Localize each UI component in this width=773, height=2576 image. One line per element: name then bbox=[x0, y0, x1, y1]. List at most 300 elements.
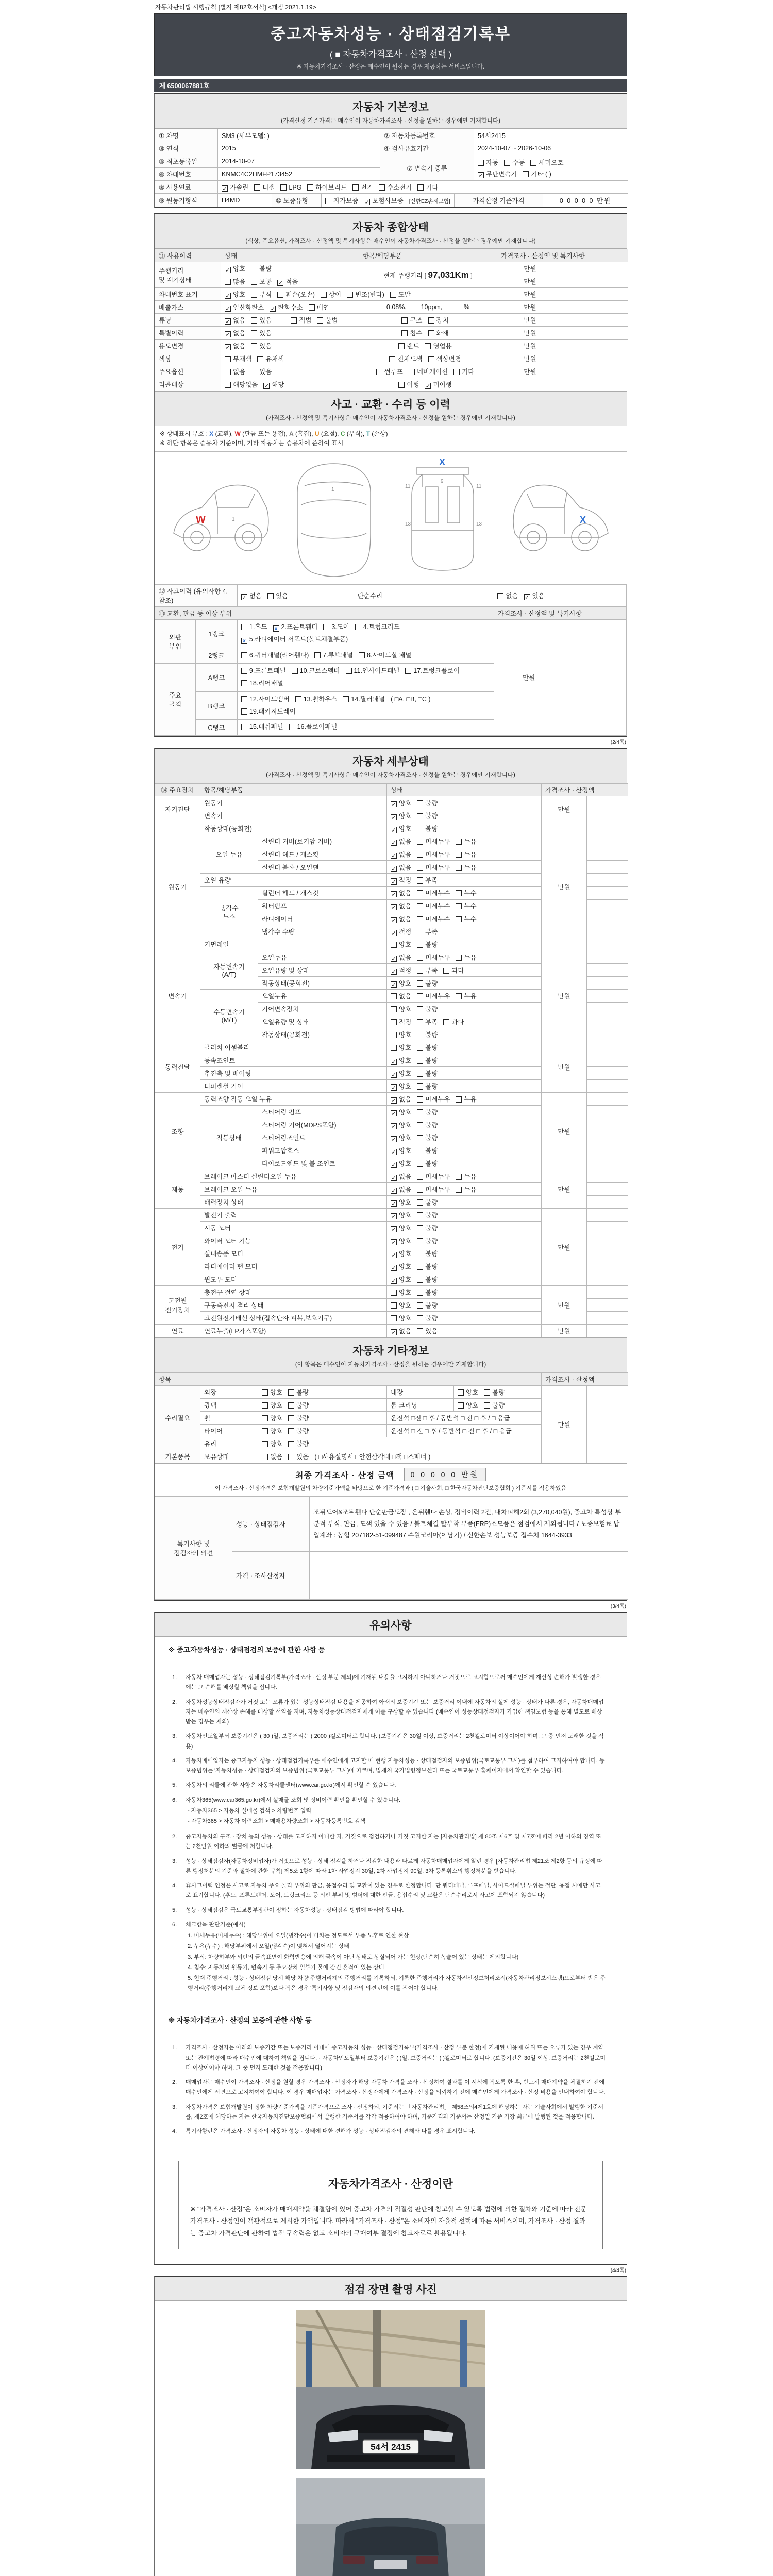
opinion-text-appraiser bbox=[310, 1552, 628, 1600]
notice-sub-item: 1. 미세누유(미세누수) : 해당부위에 오일(냉각수)이 비치는 정도로서 부품 노후로 인한 현상 bbox=[188, 1933, 409, 1939]
option-label: 불량 bbox=[425, 1199, 438, 1206]
detail-item-label: 오일 유량 bbox=[200, 874, 387, 887]
etc-item-label: 휠 bbox=[200, 1412, 258, 1425]
notice-item-number: 3. bbox=[172, 2104, 177, 2110]
check-option bbox=[262, 1400, 282, 1410]
option-label: 양호 bbox=[399, 1250, 412, 1258]
checkbox-unchecked-icon bbox=[262, 1441, 268, 1447]
checkbox-unchecked-icon bbox=[453, 369, 460, 375]
document-title: 중고자동차성능 · 상태점검기록부 bbox=[270, 26, 511, 43]
final-price-row bbox=[155, 1463, 627, 1482]
price-head: 가격조사 · 산정액 및 특기사항 bbox=[494, 607, 626, 620]
option-label: 있음 bbox=[425, 1328, 438, 1335]
checkbox-checked-icon: ✓ bbox=[478, 172, 483, 179]
option-label: 유채색 bbox=[265, 355, 284, 363]
item-cell: 0.08%, 10ppm, % bbox=[359, 301, 497, 314]
remark-cell bbox=[587, 1080, 628, 1093]
option-label: 양호 bbox=[399, 1225, 412, 1232]
option-label: 불량 bbox=[425, 1160, 438, 1167]
option-label: 훼손(오손) bbox=[285, 291, 315, 298]
check-option bbox=[391, 811, 411, 820]
check-option bbox=[417, 1056, 438, 1065]
check-option bbox=[277, 277, 298, 286]
option-label: 변조(변타) bbox=[355, 291, 384, 298]
field-label-transmission: ⑦ 변속기 종류 bbox=[380, 155, 474, 181]
checkbox-checked-icon: ✓ bbox=[391, 1085, 396, 1091]
detail-head-price: 가격조사 · 산정액 bbox=[542, 784, 628, 796]
check-option bbox=[405, 665, 460, 677]
checkbox-checked-icon: ✓ bbox=[391, 1059, 396, 1065]
option-label: 불량 bbox=[425, 1147, 438, 1155]
notice-item bbox=[172, 1673, 606, 1693]
detail-item-label: 실린더 블록 / 오일팬 bbox=[258, 861, 387, 874]
option-label: 양호 bbox=[399, 1044, 412, 1052]
option-label: 있음 bbox=[259, 368, 272, 376]
check-option bbox=[456, 914, 476, 923]
checkbox-unchecked-icon bbox=[391, 1315, 397, 1321]
checkbox-unchecked-icon bbox=[478, 160, 484, 166]
check-option bbox=[346, 665, 400, 677]
check-option bbox=[417, 824, 438, 833]
check-option bbox=[241, 677, 283, 690]
field-label: ⑥ 차대번호 bbox=[155, 168, 218, 181]
check-option bbox=[262, 1413, 282, 1422]
check-option bbox=[391, 991, 411, 1001]
check-option bbox=[417, 1326, 438, 1335]
checkbox-unchecked-icon bbox=[359, 652, 365, 658]
notice-item bbox=[172, 2078, 606, 2098]
mark-w-plate-weld: W bbox=[195, 514, 206, 526]
option-label: 8.사이드실 패널 bbox=[367, 651, 412, 659]
checkbox-unchecked-icon bbox=[497, 593, 503, 599]
state-options bbox=[221, 352, 359, 365]
state-options bbox=[387, 964, 542, 977]
check-option bbox=[309, 302, 329, 312]
option-label: 렌트 bbox=[407, 343, 419, 350]
state-options bbox=[387, 796, 542, 809]
checkbox-unchecked-icon bbox=[251, 266, 257, 272]
detail-item-label: 냉각수 수량 bbox=[258, 925, 387, 938]
field-label-fuel: ⑧ 사용연료 bbox=[155, 181, 218, 194]
checkbox-checked-icon: ✓ bbox=[391, 879, 396, 885]
usage-history-label: 차대번호 표기 bbox=[155, 288, 221, 301]
check-option bbox=[391, 1030, 411, 1039]
item-cell bbox=[359, 378, 497, 391]
option-label: 적정 bbox=[399, 1019, 412, 1026]
remark-cell bbox=[587, 990, 628, 1003]
check-option bbox=[456, 901, 476, 910]
field-label: ① 차명 bbox=[155, 129, 218, 142]
checkbox-checked-icon: ✓ bbox=[225, 267, 230, 274]
checkbox-unchecked-icon bbox=[391, 1290, 397, 1296]
option-label: 양호 bbox=[399, 1006, 412, 1013]
document-page bbox=[154, 0, 627, 2576]
price-cell: 만원 bbox=[542, 1209, 587, 1286]
remark-cell bbox=[563, 365, 628, 378]
diagram-number-13R: 13 bbox=[476, 521, 482, 527]
remark-cell bbox=[587, 1157, 628, 1170]
option-label: 양호 bbox=[399, 1160, 412, 1167]
check-option bbox=[391, 1107, 411, 1116]
state-options bbox=[387, 1286, 542, 1299]
option-label: 4.트렁크리드 bbox=[363, 623, 400, 631]
remark-cell bbox=[587, 1273, 628, 1286]
check-option bbox=[391, 1236, 411, 1245]
inspection-photo-front bbox=[296, 2310, 485, 2469]
check-option bbox=[251, 367, 272, 376]
checkbox-unchecked-icon bbox=[225, 382, 231, 388]
checkbox-unchecked-icon bbox=[458, 1402, 464, 1409]
check-option bbox=[456, 953, 476, 962]
item-cell bbox=[359, 365, 497, 378]
field-value-engine: H4MD bbox=[218, 194, 272, 207]
check-option bbox=[417, 1249, 438, 1258]
usage-history-label: 주행거리 및 계기상태 bbox=[155, 262, 221, 288]
state-options bbox=[387, 977, 542, 990]
checkbox-unchecked-icon bbox=[456, 852, 462, 858]
field-value-inspection-period: 2024-10-07 ~ 2026-10-06 bbox=[474, 142, 628, 155]
checkbox-unchecked-icon bbox=[241, 668, 247, 674]
checkbox-unchecked-icon bbox=[456, 955, 462, 961]
checkbox-unchecked-icon bbox=[288, 1389, 294, 1396]
etc-item-label: 보유상태 bbox=[200, 1450, 258, 1463]
option-label: 있음 bbox=[532, 592, 545, 600]
etc-item-options bbox=[454, 1386, 542, 1399]
detail-item-label: 오일누유 bbox=[258, 990, 387, 1003]
check-option bbox=[417, 1275, 438, 1284]
state-options bbox=[387, 1093, 542, 1106]
remark-cell bbox=[587, 964, 628, 977]
option-label: 없음 bbox=[399, 1173, 412, 1180]
state-options bbox=[221, 327, 359, 340]
state-options bbox=[387, 822, 542, 835]
notice-item-number: 1. bbox=[172, 2045, 177, 2052]
checkbox-unchecked-icon bbox=[267, 593, 274, 599]
detail-item-label: 스티어링 기어(MDPS포함) bbox=[258, 1118, 387, 1131]
option-label: 13.휠하우스 bbox=[303, 695, 338, 703]
sub-group-label: 자동변속기 (A/T) bbox=[200, 951, 258, 990]
checkbox-unchecked-icon bbox=[292, 668, 298, 674]
option-label: 불량 bbox=[296, 1389, 309, 1396]
option-label: 불량 bbox=[425, 980, 438, 987]
device-group-label: 변속기 bbox=[155, 951, 200, 1041]
option-label: 12.사이드멤버 bbox=[249, 695, 290, 703]
state-options bbox=[387, 1118, 542, 1131]
check-option bbox=[241, 706, 296, 718]
check-option bbox=[347, 290, 384, 299]
checkbox-checked-icon: ✓ bbox=[391, 982, 396, 988]
check-option bbox=[288, 1413, 309, 1422]
checkbox-unchecked-icon bbox=[443, 1019, 449, 1025]
option-label: 불량 bbox=[425, 1212, 438, 1219]
checkbox-unchecked-icon bbox=[398, 382, 405, 388]
rank-items bbox=[237, 620, 494, 648]
notice-item-text: 중고자동차의 구조 · 장치 등의 성능 · 상태를 고지하지 아니한 자, 거짓으로 점검하거나 거짓 고지한 자는 [자동차관리법] 제 80조 제6호 및 제7호에 따라 2년 이하의 징역 또는 2천만원 이하의 벌금에 처합니다. bbox=[186, 1834, 601, 1850]
detail-head-state: 상태 bbox=[387, 784, 542, 796]
accident-legend bbox=[155, 426, 627, 452]
checkbox-unchecked-icon bbox=[401, 330, 408, 336]
check-option bbox=[391, 1197, 411, 1207]
check-option bbox=[530, 158, 563, 167]
mark-x-front-fender: X bbox=[579, 515, 586, 525]
checkbox-unchecked-icon bbox=[417, 826, 423, 832]
remark-cell bbox=[563, 288, 628, 301]
checkbox-unchecked-icon bbox=[417, 865, 423, 871]
state-options bbox=[387, 1222, 542, 1234]
notice-item-number: 2. bbox=[172, 1834, 177, 1840]
option-label: 상이 bbox=[328, 291, 342, 298]
option-label: 탄화수소 bbox=[278, 304, 303, 311]
check-option bbox=[391, 1275, 411, 1284]
checkbox-unchecked-icon bbox=[262, 1415, 268, 1421]
car-diagram-frame bbox=[394, 456, 492, 580]
option-label: 적법 bbox=[299, 317, 312, 324]
final-price-value: 0 0 0 0 0 만원 bbox=[404, 1468, 486, 1481]
check-option bbox=[225, 328, 245, 337]
basic-info-sub: (가격산정 기준가격은 매수인이 자동차가격조사 · 산정을 원하는 경우에만 기재합니다) bbox=[281, 118, 500, 124]
checkbox-unchecked-icon bbox=[251, 317, 257, 324]
option-label: 16.플로어패널 bbox=[297, 723, 338, 731]
checkbox-unchecked-icon bbox=[225, 369, 231, 375]
field-label: ② 자동차등록번호 bbox=[380, 129, 474, 142]
state-options bbox=[221, 314, 359, 327]
photo-title: 점검 장면 촬영 사진 bbox=[344, 2283, 437, 2296]
check-option bbox=[321, 290, 341, 299]
option-label: 3.도어 bbox=[331, 623, 349, 631]
state-options bbox=[387, 1131, 542, 1144]
option-label: 양호 bbox=[270, 1402, 283, 1409]
rank-items bbox=[237, 664, 494, 692]
check-option bbox=[343, 693, 385, 706]
car-damage-diagrams bbox=[155, 452, 627, 584]
checkbox-unchecked-icon bbox=[391, 1045, 397, 1051]
field-label-engine: ⑨ 원동기형식 bbox=[155, 194, 218, 207]
check-option bbox=[289, 721, 338, 734]
overall-col-header: 상태 bbox=[221, 249, 359, 262]
check-option bbox=[443, 1017, 464, 1026]
option-label: 보통 bbox=[259, 278, 272, 285]
notice-item bbox=[172, 1781, 606, 1790]
option-label: 자가보증 bbox=[333, 197, 359, 205]
price-cell: 만원 bbox=[497, 262, 563, 275]
checkbox-checked-icon: ✓ bbox=[391, 853, 396, 859]
checkbox-checked-icon: ✓ bbox=[391, 1137, 396, 1143]
check-option bbox=[241, 634, 348, 646]
checkbox-unchecked-icon bbox=[314, 652, 321, 658]
check-option bbox=[291, 315, 311, 325]
option-label: 부족 bbox=[425, 1019, 438, 1026]
legend-mark-letter: T bbox=[366, 430, 370, 437]
option-label: 기타 bbox=[462, 368, 475, 376]
check-option bbox=[267, 591, 288, 600]
check-option bbox=[241, 721, 283, 734]
check-option bbox=[417, 811, 438, 820]
state-options bbox=[387, 1054, 542, 1067]
option-label: 미세누유 bbox=[425, 838, 450, 845]
etc-head-item: 항목 bbox=[155, 1373, 542, 1386]
field-value-warranty bbox=[322, 194, 455, 207]
remark-cell bbox=[587, 1209, 628, 1222]
sub-group-label: 오일 누유 bbox=[200, 835, 258, 874]
overall-table bbox=[155, 249, 628, 391]
remark-cell bbox=[587, 1325, 628, 1337]
checkbox-unchecked-icon bbox=[417, 1135, 423, 1141]
option-label: 양호 bbox=[399, 1134, 412, 1142]
accident-sub: (가격조사 · 산정액 및 특기사항은 매수인이 자동차가격조사 · 산정을 원하는 경우에만 기재합니다) bbox=[266, 415, 515, 421]
option-label: 불량 bbox=[259, 265, 272, 273]
state-options bbox=[387, 1003, 542, 1015]
check-option bbox=[417, 1043, 438, 1052]
check-option bbox=[417, 1094, 450, 1104]
check-option bbox=[456, 862, 476, 872]
usage-history-label: 주요옵션 bbox=[155, 365, 221, 378]
remark-cell bbox=[587, 848, 628, 861]
option-label: 많음 bbox=[233, 278, 246, 285]
option-label: 무채색 bbox=[233, 355, 252, 363]
checkbox-unchecked-icon bbox=[428, 330, 434, 336]
state-options bbox=[221, 288, 497, 301]
check-option bbox=[325, 196, 358, 205]
notice-title: 유의사항 bbox=[369, 1620, 412, 1632]
option-label: 없음 bbox=[249, 592, 262, 600]
notice-item bbox=[172, 1732, 606, 1752]
option-label: 없음 bbox=[233, 317, 246, 324]
option-label: 해당없음 bbox=[233, 381, 258, 388]
option-label: 없음 bbox=[399, 954, 412, 961]
checkbox-checked-icon: ✓ bbox=[391, 1252, 396, 1259]
checkbox-checked-icon: ✓ bbox=[391, 1162, 396, 1168]
option-label: 양호 bbox=[233, 291, 246, 298]
remark-cell bbox=[587, 1386, 628, 1463]
price-cell: 만원 bbox=[542, 1386, 587, 1463]
check-option bbox=[428, 328, 449, 337]
checkbox-unchecked-icon bbox=[262, 1402, 268, 1409]
option-label: 양호 bbox=[399, 1212, 412, 1219]
check-option bbox=[288, 1387, 309, 1397]
checkbox-unchecked-icon bbox=[456, 865, 462, 871]
checkbox-checked-icon: ✓ bbox=[364, 199, 369, 206]
checkbox-checked-icon: ✓ bbox=[391, 1240, 396, 1246]
notice-item bbox=[172, 1795, 606, 1828]
detail-item-label: 커먼레일 bbox=[200, 938, 387, 951]
check-option bbox=[391, 837, 411, 846]
remark-cell bbox=[587, 822, 628, 835]
option-label: 2.프론트휀더 bbox=[281, 623, 318, 631]
checkbox-unchecked-icon bbox=[241, 652, 247, 658]
option-label: 누수 bbox=[464, 903, 477, 910]
option-label: 썬루프 bbox=[384, 368, 403, 376]
check-option bbox=[417, 927, 438, 936]
remark-cell bbox=[563, 262, 628, 275]
checkbox-checked-icon: ✓ bbox=[391, 905, 396, 911]
checkbox-unchecked-icon bbox=[417, 877, 423, 884]
field-label: ⑤ 최초등록일 bbox=[155, 155, 218, 168]
state-options bbox=[221, 275, 359, 288]
check-option bbox=[262, 1426, 282, 1435]
opinion-who-appraiser: 가격 · 조사산정자 bbox=[232, 1552, 310, 1600]
check-option bbox=[417, 888, 450, 897]
etc-head-price: 가격조사 · 산정액 bbox=[542, 1373, 628, 1386]
notice-sub-item: 4. 침수: 자동차의 원동기, 변속기 등 주요장치 일부가 물에 잠긴 흔적이 있는 상태 bbox=[188, 1964, 384, 1971]
notice-sub-item: 3. 부식: 차량하부와 외판의 금속표면이 화학반응에 의해 금속이 아닌 상태로 상실되어 가는 현상(단순히 녹슬어 있는 상태는 제외합니다) bbox=[188, 1954, 519, 1960]
option-label: 일산화탄소 bbox=[233, 304, 264, 311]
rank-label: 1랭크 bbox=[195, 620, 237, 648]
checkbox-unchecked-icon bbox=[417, 916, 423, 922]
option-label: 구조 bbox=[410, 317, 423, 324]
checkbox-unchecked-icon bbox=[307, 184, 313, 191]
option-label: 누수 bbox=[464, 890, 477, 897]
device-group-label: 고전원 전기장치 bbox=[155, 1286, 200, 1325]
price-cell: 만원 bbox=[497, 288, 563, 301]
checkbox-checked-icon: ✓ bbox=[391, 1201, 396, 1207]
state-options bbox=[221, 262, 359, 275]
check-option bbox=[417, 182, 438, 192]
option-label: 미세누수 bbox=[425, 916, 450, 923]
check-option bbox=[391, 875, 411, 885]
accident-history-label: ⑫ 사고이력 (유의사항 4.참조) bbox=[155, 585, 238, 607]
check-option bbox=[417, 862, 450, 872]
check-option bbox=[391, 888, 411, 897]
check-option bbox=[389, 354, 422, 363]
notice-item-number: 5. bbox=[172, 1782, 177, 1789]
check-option bbox=[417, 914, 450, 923]
check-option bbox=[456, 991, 476, 1001]
detail-item-label: 워터펌프 bbox=[258, 900, 387, 912]
legend-text: (교환), bbox=[213, 430, 235, 437]
detail-item-label: 브레이크 마스터 실린더오일 누유 bbox=[200, 1170, 387, 1183]
state-options bbox=[387, 1028, 542, 1041]
option-label: 적정 bbox=[399, 967, 412, 974]
option-label: 9.프론트패널 bbox=[249, 667, 286, 675]
checkbox-unchecked-icon bbox=[458, 1389, 464, 1396]
state-options bbox=[387, 1234, 542, 1247]
opinion-label: 특기사항 및 점검자의 의견 bbox=[155, 1497, 232, 1600]
option-label: 부족 bbox=[425, 877, 438, 884]
remark-cell bbox=[587, 1286, 628, 1299]
checkbox-unchecked-icon bbox=[456, 890, 462, 896]
checkbox-unchecked-icon bbox=[417, 839, 423, 845]
checkbox-unchecked-icon bbox=[391, 942, 397, 948]
photo-header bbox=[155, 2277, 627, 2301]
remark-cell bbox=[587, 1118, 628, 1131]
checkbox-unchecked-icon bbox=[417, 1045, 423, 1051]
check-option bbox=[417, 1172, 450, 1181]
checkbox-unchecked-icon bbox=[352, 184, 359, 191]
remark-cell bbox=[587, 1093, 628, 1106]
checkbox-checked-icon: ✓ bbox=[425, 383, 431, 389]
etc-item-label: 유리 bbox=[200, 1437, 258, 1450]
remark-cell bbox=[587, 1028, 628, 1041]
check-option bbox=[391, 953, 411, 962]
detail-head-device: ⑭ 주요장치 bbox=[155, 784, 200, 796]
check-option bbox=[355, 621, 400, 634]
state-options bbox=[221, 301, 359, 314]
checkbox-checked-icon: ✓ bbox=[225, 293, 230, 299]
checkbox-unchecked-icon bbox=[241, 708, 247, 715]
notice-item bbox=[172, 1857, 606, 1877]
remark-cell bbox=[563, 340, 628, 352]
option-label: 15.대쉬패널 bbox=[249, 723, 283, 731]
option-label: 14.필러패널 bbox=[351, 695, 385, 703]
detail-table bbox=[155, 783, 628, 1337]
remark-cell bbox=[587, 1222, 628, 1234]
option-label: 양호 bbox=[466, 1389, 479, 1396]
check-option bbox=[398, 341, 419, 350]
check-option bbox=[391, 1017, 411, 1026]
check-option bbox=[288, 1400, 309, 1410]
remark-cell bbox=[587, 887, 628, 900]
detail-item-label: 오일유량 및 상태 bbox=[258, 1015, 387, 1028]
